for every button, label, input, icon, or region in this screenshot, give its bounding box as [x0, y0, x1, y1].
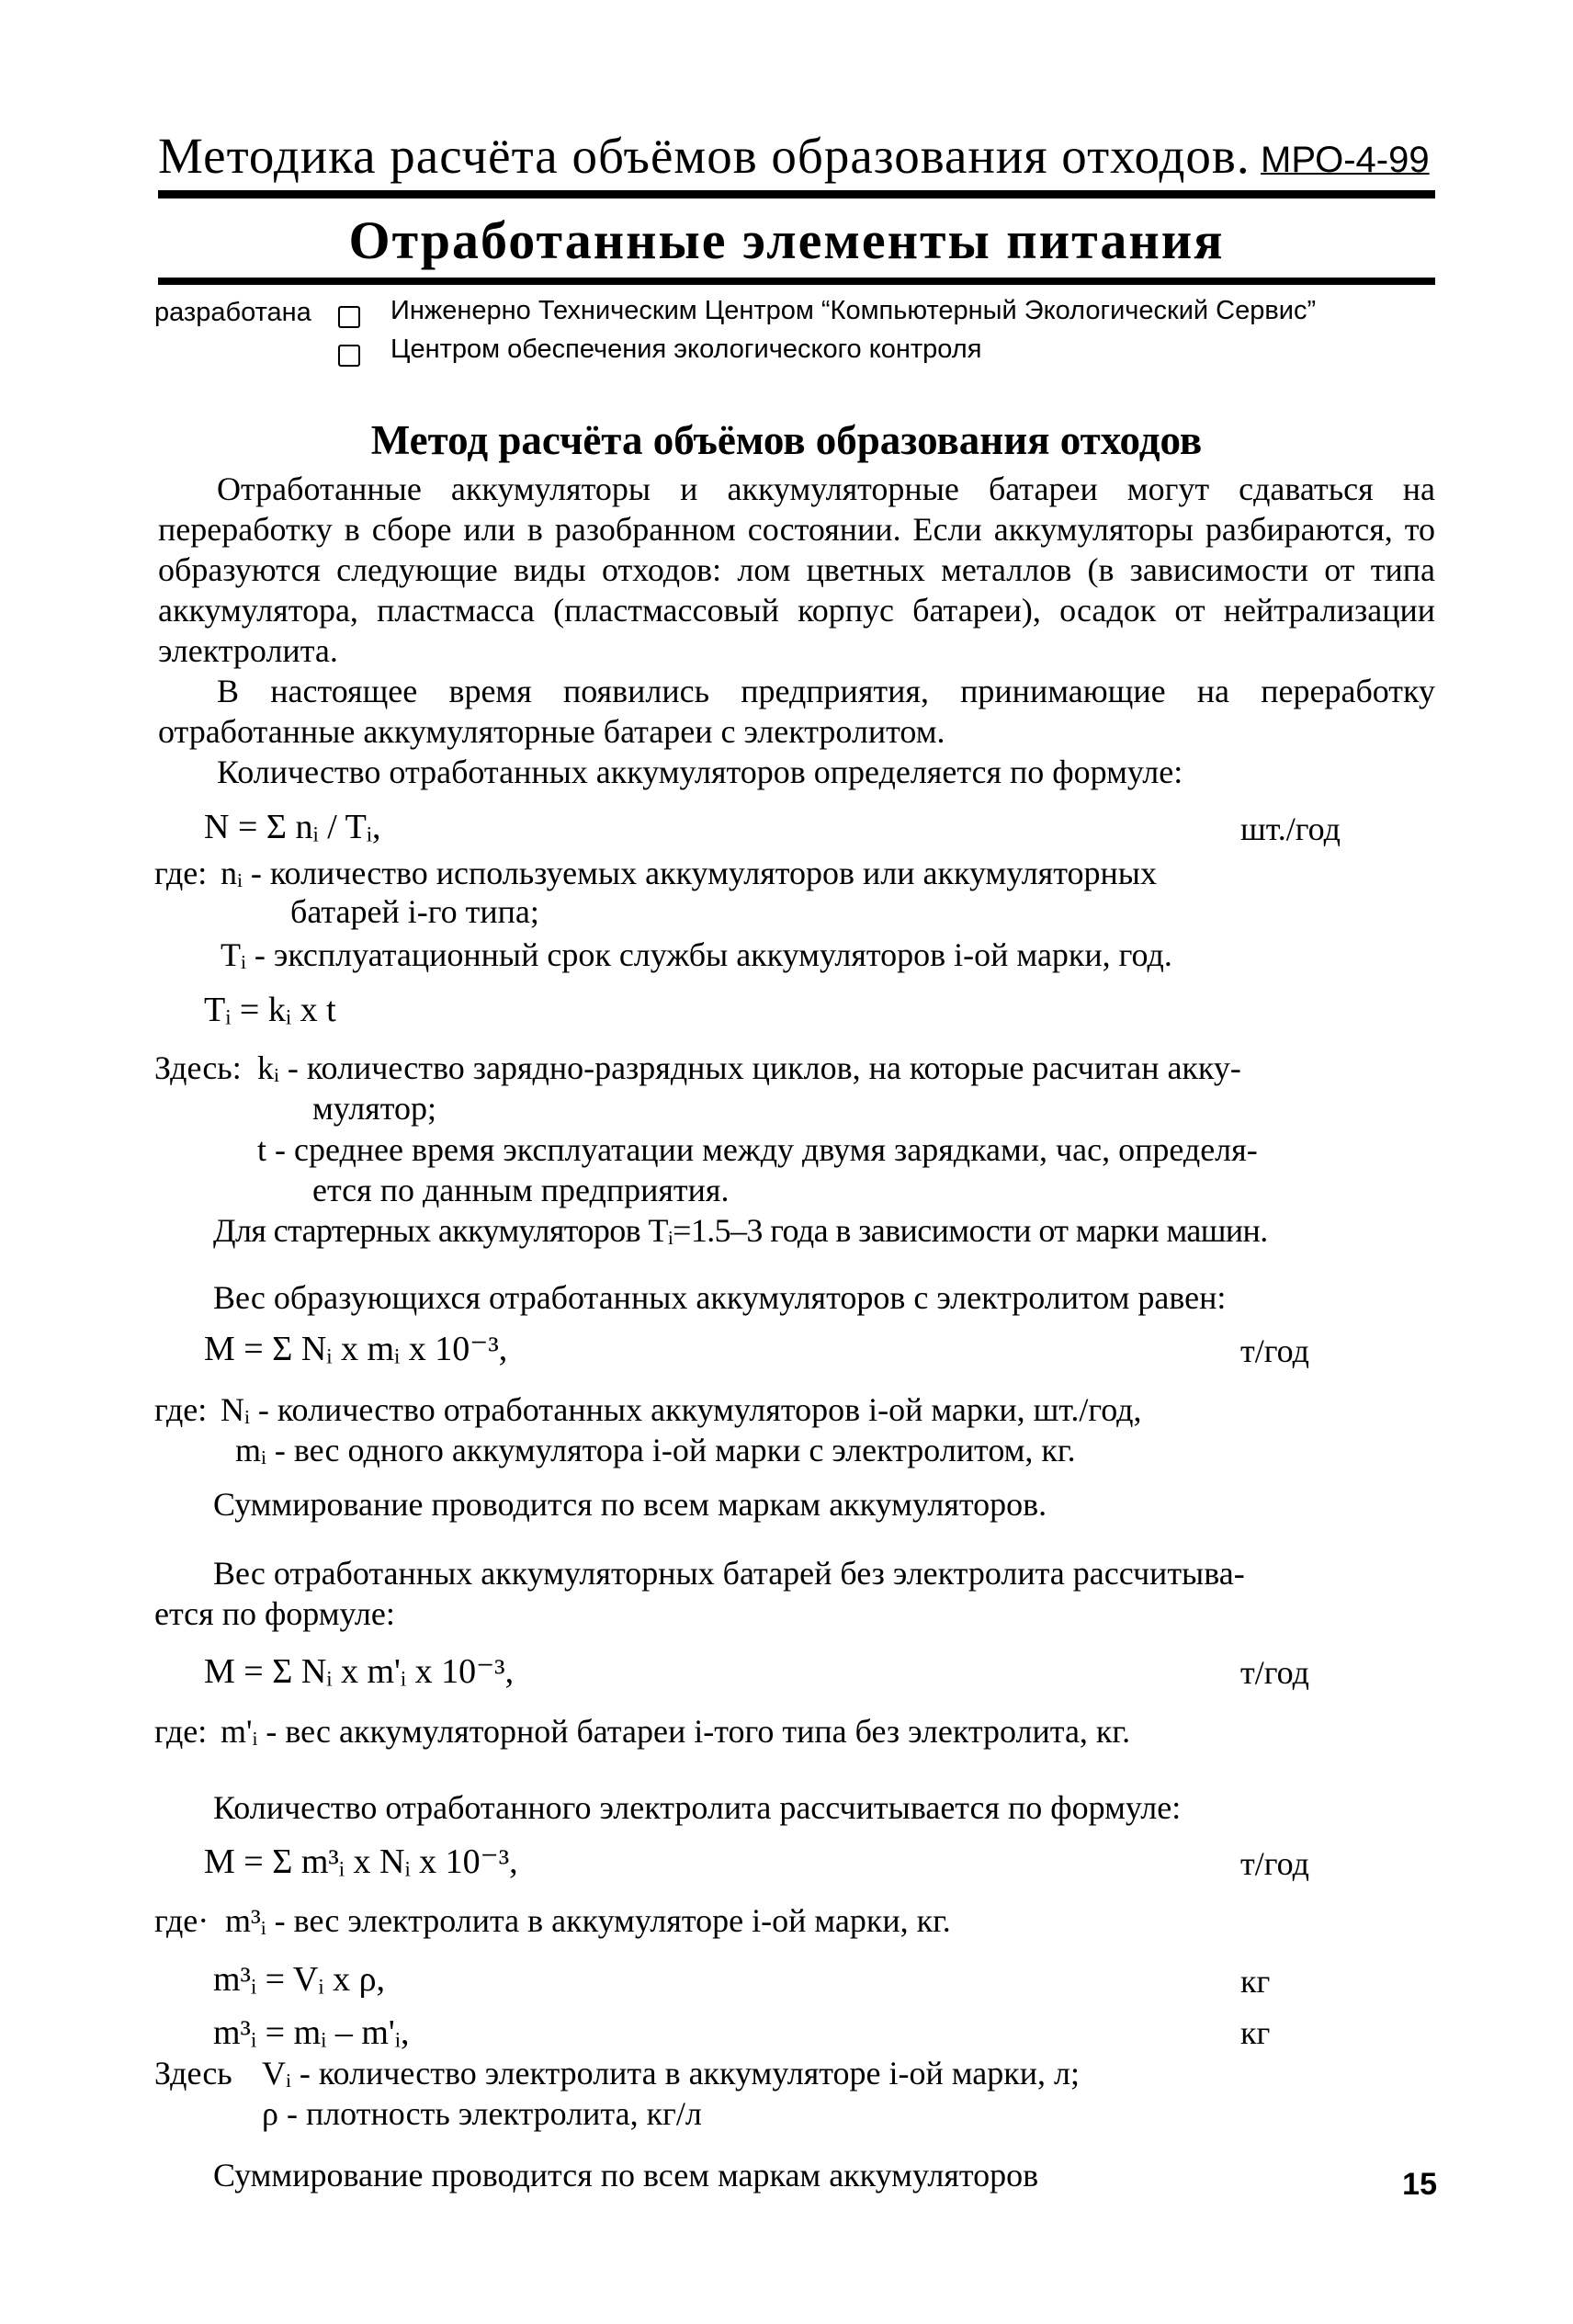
n-definition: nᵢ - количество используемых аккумуляторов или аккумуляторных [221, 855, 1157, 891]
developer-1: Инженерно Техническим Центром “Компьютерный Экологический Сервис” [390, 296, 1317, 325]
m-definition: mᵢ - вес одного аккумулятора i-ой марки с электролитом, кг. [235, 1432, 1076, 1468]
paragraph-3: Количество отработанных аккумуляторов определяется по формуле: [217, 754, 1183, 790]
battery-intro-cont: ется по формуле: [154, 1595, 395, 1632]
starter-note: Для стартерных аккумуляторов Tᵢ=1.5–3 года в зависимости от марки машин. [213, 1212, 1268, 1249]
V-definition: Vᵢ - количество электролита в аккумуляторе i-ой марки, л; [262, 2055, 1080, 2092]
here-label: Здесь: [154, 1049, 242, 1086]
where-label: где: [154, 1391, 208, 1428]
where-label: где: [154, 855, 208, 891]
page-number: 15 [1402, 2167, 1437, 2202]
formula-M3-unit: т/год [1240, 1845, 1309, 1882]
formula-M2-unit: т/год [1240, 1654, 1309, 1691]
n-definition-cont: батарей i-го типа; [290, 893, 539, 930]
formula-M3: M = Σ m³ᵢ x Nᵢ x 10⁻³, [204, 1842, 518, 1881]
formula-M1: M = Σ Nᵢ x mᵢ x 10⁻³, [204, 1330, 508, 1368]
t-definition-2-cont: ется по данным предприятия. [312, 1172, 730, 1208]
here-label: Здесь [154, 2055, 232, 2092]
section-title: Отработанные элементы питания [348, 210, 1225, 270]
where-label: где· [154, 1902, 209, 1939]
formula-T: Tᵢ = kᵢ x t [204, 991, 336, 1029]
summary-1: Суммирование проводится по всем маркам аккумуляторов. [213, 1486, 1047, 1523]
formula-m3a: m³ᵢ = Vᵢ x ρ, [213, 1960, 386, 1999]
m3-definition: m³ᵢ - вес электролита в аккумуляторе i-ой марки, кг. [225, 1902, 951, 1939]
header-rule-top [158, 190, 1435, 198]
k-definition-cont: мулятор; [312, 1090, 436, 1127]
document-title: Методика расчёта объёмов образования отходов. [158, 128, 1250, 184]
t-definition: Tᵢ - эксплуатационный срок службы аккумуляторов i-ой марки, год. [221, 936, 1172, 973]
formula-m3a-unit: кг [1240, 1963, 1271, 2000]
formula-N-unit: шт./год [1240, 811, 1341, 847]
where-label: где: [154, 1713, 208, 1750]
formula-M2: M = Σ Nᵢ x m'ᵢ x 10⁻³, [204, 1652, 515, 1691]
developers-label: разработана [154, 298, 311, 327]
method-text [158, 469, 1435, 792]
formula-m3b-unit: кг [1240, 2014, 1271, 2051]
battery-intro: Вес отработанных аккумуляторных батарей без электролита рассчитыва- [213, 1555, 1245, 1592]
N-definition: Nᵢ - количество отработанных аккумуляторов i-ой марки, шт./год, [221, 1391, 1142, 1428]
developer-2: Центром обеспечения экологического контроля [390, 334, 982, 364]
header-rule-bottom [158, 278, 1435, 285]
checkbox-icon [338, 306, 360, 328]
formula-M1-unit: т/год [1240, 1332, 1309, 1369]
weight-intro: Вес образующихся отработанных аккумуляторов с электролитом равен: [213, 1279, 1227, 1316]
t-definition-2: t - среднее время эксплуатации между двумя зарядками, час, определя- [257, 1131, 1258, 1168]
checkbox-icon [338, 345, 360, 367]
m-prime-definition: m'ᵢ - вес аккумуляторной батареи i-того типа без электролита, кг. [221, 1713, 1131, 1750]
summary-2: Суммирование проводится по всем маркам аккумуляторов [213, 2157, 1039, 2194]
k-definition: kᵢ - количество зарядно-разрядных циклов, на которые расчитан акку- [257, 1049, 1241, 1086]
paragraph-1: Отработанные аккумуляторы и аккумуляторные батареи могут сдаваться на переработку в сборе или в разобранном состоянии. Если аккумуляторы разбираются, то образуются следующие виды отходов: лом цветных металлов (в зависимости от типа аккумулятора, пластмасса (пластмассовый корпус батареи), осадок от нейтрализации электролита. [158, 470, 1435, 669]
method-heading: Метод расчёта объёмов образования отходов [370, 417, 1203, 463]
electrolyte-intro: Количество отработанного электролита рассчитывается по формуле: [213, 1789, 1182, 1826]
document-code: МРО-4-99 [1261, 140, 1430, 180]
formula-m3b: m³ᵢ = mᵢ – m'ᵢ, [213, 2013, 410, 2052]
rho-definition: ρ - плотность электролита, кг/л [262, 2095, 702, 2132]
formula-N: N = Σ nᵢ / Tᵢ, [204, 808, 381, 846]
paragraph-2: В настоящее время появились предприятия, принимающие на переработку отработанные аккумуляторные батареи с электролитом. [158, 673, 1435, 750]
